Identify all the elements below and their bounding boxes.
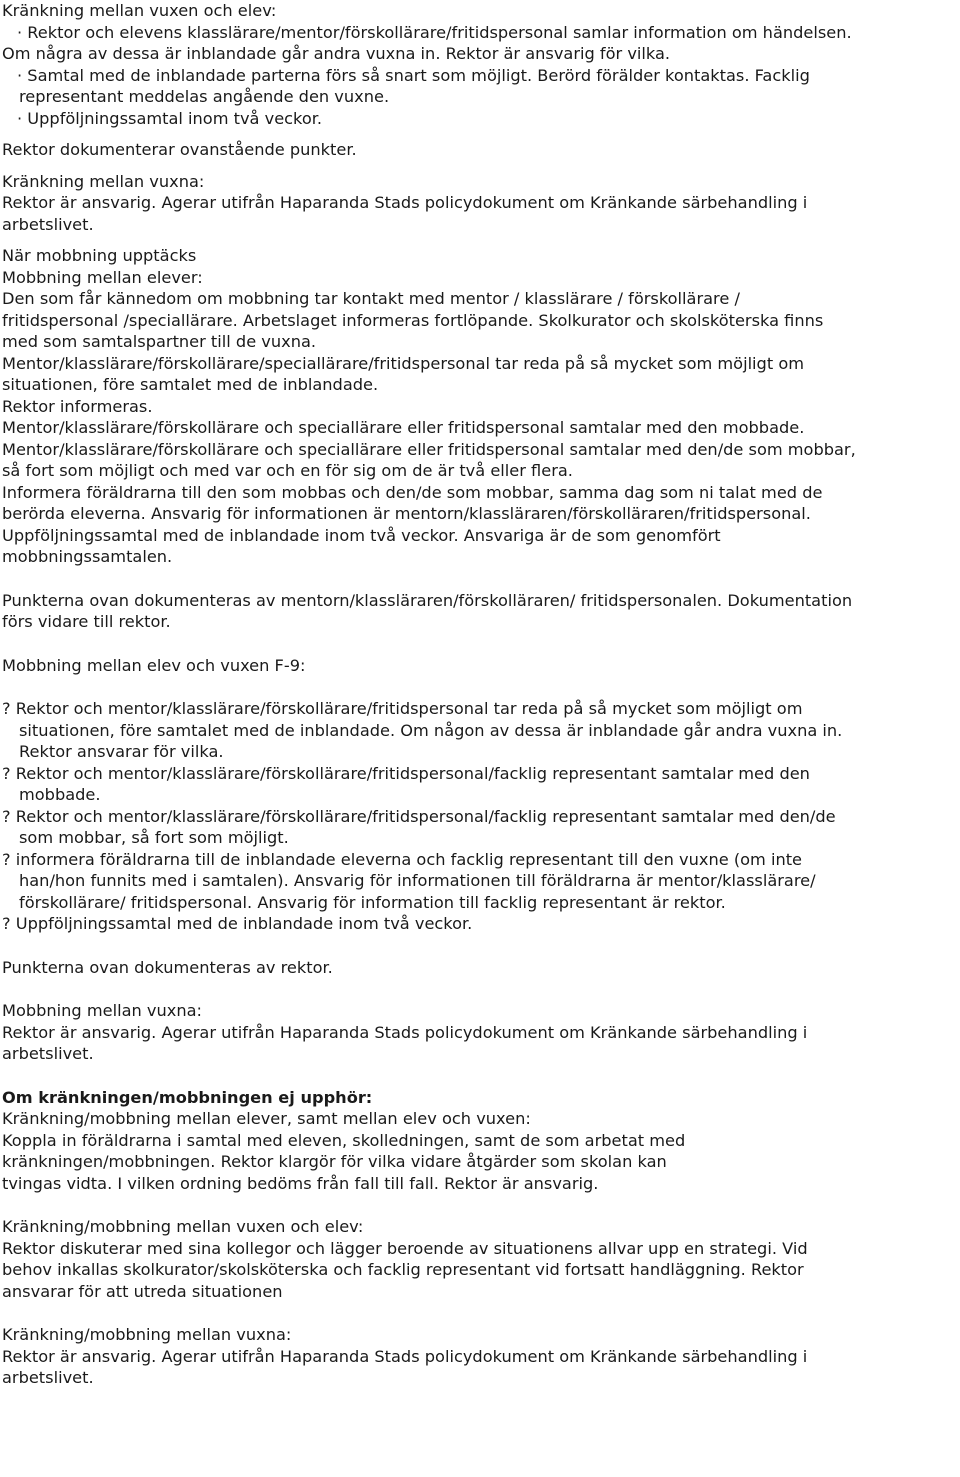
- text-block: [2, 108, 960, 130]
- text-line: Rektor är ansvarig. Agerar utifrån Haparanda Stads policydokument om Kränkande särbehandling i: [2, 193, 808, 212]
- section-heading: [2, 1087, 960, 1109]
- text-line: Kränkning mellan vuxen och elev:: [2, 1, 277, 20]
- text-line: situationen, före samtalet med de inblandade. Om någon av dessa är inblandade går andra vuxna in.: [19, 720, 843, 740]
- text-line: behov inkallas skolkurator/skolsköterska och facklig representant vid fortsatt handläggning. Rektor: [2, 1260, 804, 1279]
- text-block: [2, 1000, 960, 1065]
- text-line: tvingas vidta. I vilken ordning bedöms från fall till fall. Rektor är ansvarig.: [2, 1173, 599, 1193]
- paragraph-gap: [2, 235, 960, 245]
- text-line: ? Uppföljningssamtal med de inblandade inom två veckor.: [2, 914, 473, 933]
- text-line: så fort som möjligt och med var och en för sig om de är två eller flera.: [2, 461, 573, 480]
- text-line: Kränkning/mobbning mellan vuxen och elev:: [2, 1217, 364, 1236]
- paragraph-gap: [2, 1302, 960, 1324]
- text-block: [2, 1216, 960, 1302]
- text-block: [2, 957, 960, 979]
- text-line: mobbningssamtalen.: [2, 547, 173, 566]
- text-line: Rektor dokumenterar ovanstående punkter.: [2, 140, 357, 159]
- paragraph-gap: [2, 633, 960, 655]
- text-line: ? informera föräldrarna till de inblandade eleverna och facklig representant till den vuxne (om inte: [2, 849, 803, 869]
- text-line: arbetslivet.: [2, 1368, 94, 1387]
- text-line: Informera föräldrarna till den som mobbas och den/de som mobbar, samma dag som ni talat med de: [2, 482, 823, 502]
- text-line: ? Rektor och mentor/klasslärare/förskollärare/fritidspersonal tar reda på så mycket som möjligt om: [2, 699, 803, 718]
- text-block: [2, 1324, 960, 1389]
- text-line: arbetslivet.: [2, 214, 94, 234]
- text-line: Koppla in föräldrarna i samtal med eleven, skolledningen, samt de som arbetat med: [2, 1130, 686, 1150]
- text-line: Kränkning/mobbning mellan elever, samt mellan elev och vuxen:: [2, 1109, 531, 1128]
- paragraph-gap: [2, 129, 960, 139]
- text-line: Mobbning mellan elev och vuxen F-9:: [2, 655, 306, 675]
- text-line: Om kränkningen/mobbningen ej upphör:: [2, 1087, 373, 1107]
- text-block: [2, 22, 960, 65]
- paragraph-gap: [2, 978, 960, 1000]
- text-block: [2, 655, 960, 677]
- paragraph-gap: [2, 161, 960, 171]
- text-line: Mentor/klasslärare/förskollärare och speciallärare eller fritidspersonal samtalar med den/de som mobbar,: [2, 439, 856, 459]
- text-block: [2, 698, 960, 935]
- text-line: Rektor informeras.: [2, 396, 153, 416]
- text-line: När mobbning upptäcks: [2, 246, 197, 265]
- text-line: ? Rektor och mentor/klasslärare/förskollärare/fritidspersonal/facklig representant samtalar med den/de: [2, 806, 836, 826]
- text-line: Mobbning mellan elever:: [2, 267, 203, 287]
- text-block: [2, 590, 960, 633]
- text-line: Mentor/klasslärare/förskollärare och speciallärare eller fritidspersonal samtalar med den mobbade.: [2, 418, 805, 437]
- text-line: berörda eleverna. Ansvarig för informationen är mentorn/klassläraren/förskolläraren/fritidspersonal.: [2, 504, 811, 523]
- paragraph-gap: [2, 935, 960, 957]
- text-line: · Samtal med de inblandade parterna förs så snart som möjligt. Berörd förälder kontaktas. Facklig: [17, 65, 810, 85]
- text-line: förs vidare till rektor.: [2, 612, 171, 631]
- text-line: fritidspersonal /speciallärare. Arbetslaget informeras fortlöpande. Skolkurator och skolsköterska finns: [2, 310, 824, 330]
- text-line: Mentor/klasslärare/förskollärare/speciallärare/fritidspersonal tar reda på så mycket som möjligt om: [2, 353, 804, 373]
- text-block: [2, 65, 960, 108]
- paragraph-gap: [2, 676, 960, 698]
- text-line: Den som får kännedom om mobbning tar kontakt med mentor / klasslärare / förskollärare /: [2, 289, 740, 308]
- text-line: Mobbning mellan vuxna:: [2, 1001, 202, 1020]
- text-line: representant meddelas angående den vuxne.: [19, 87, 390, 106]
- paragraph-gap: [2, 1065, 960, 1087]
- text-line: mobbade.: [19, 785, 101, 804]
- text-block: [2, 0, 960, 22]
- text-line: Kränkning mellan vuxna:: [2, 171, 205, 191]
- text-line: Rektor diskuterar med sina kollegor och lägger beroende av situationens allvar upp en strategi. Vid: [2, 1238, 808, 1258]
- text-line: Uppföljningssamtal med de inblandade inom två veckor. Ansvariga är de som genomfört: [2, 525, 721, 545]
- text-line: ansvarar för att utreda situationen: [2, 1281, 283, 1301]
- text-line: Kränkning/mobbning mellan vuxna:: [2, 1325, 292, 1344]
- text-block: [2, 1108, 960, 1194]
- text-line: · Rektor och elevens klasslärare/mentor/förskollärare/fritidspersonal samlar information om händelsen.: [17, 22, 852, 42]
- text-line: han/hon funnits med i samtalen). Ansvarig för informationen till föräldrarna är mentor/klasslärare/: [19, 871, 816, 890]
- text-line: Rektor ansvarar för vilka.: [19, 742, 224, 761]
- text-line: med som samtalspartner till de vuxna.: [2, 332, 317, 351]
- text-line: som mobbar, så fort som möjligt.: [19, 828, 289, 847]
- text-line: Punkterna ovan dokumenteras av rektor.: [2, 957, 333, 977]
- text-line: kränkningen/mobbningen. Rektor klargör för vilka vidare åtgärder som skolan kan: [2, 1152, 667, 1171]
- text-line: Om några av dessa är inblandade går andra vuxna in. Rektor är ansvarig för vilka.: [2, 44, 671, 63]
- text-block: [2, 139, 960, 161]
- text-line: situationen, före samtalet med de inblandade.: [2, 375, 379, 394]
- text-line: Punkterna ovan dokumenteras av mentorn/klassläraren/förskolläraren/ fritidspersonalen. Dokumentation: [2, 590, 853, 610]
- text-block: [2, 171, 960, 236]
- text-line: Rektor är ansvarig. Agerar utifrån Haparanda Stads policydokument om Kränkande särbehandling i: [2, 1022, 808, 1042]
- text-line: arbetslivet.: [2, 1044, 94, 1063]
- text-line: förskollärare/ fritidspersonal. Ansvarig för information till facklig representant är rektor.: [19, 892, 726, 912]
- paragraph-gap: [2, 1194, 960, 1216]
- text-line: ? Rektor och mentor/klasslärare/förskollärare/fritidspersonal/facklig representant samtalar med den: [2, 763, 810, 783]
- paragraph-gap: [2, 568, 960, 590]
- text-line: Rektor är ansvarig. Agerar utifrån Haparanda Stads policydokument om Kränkande särbehandling i: [2, 1346, 808, 1366]
- text-block: [2, 245, 960, 568]
- text-line: · Uppföljningssamtal inom två veckor.: [17, 108, 323, 128]
